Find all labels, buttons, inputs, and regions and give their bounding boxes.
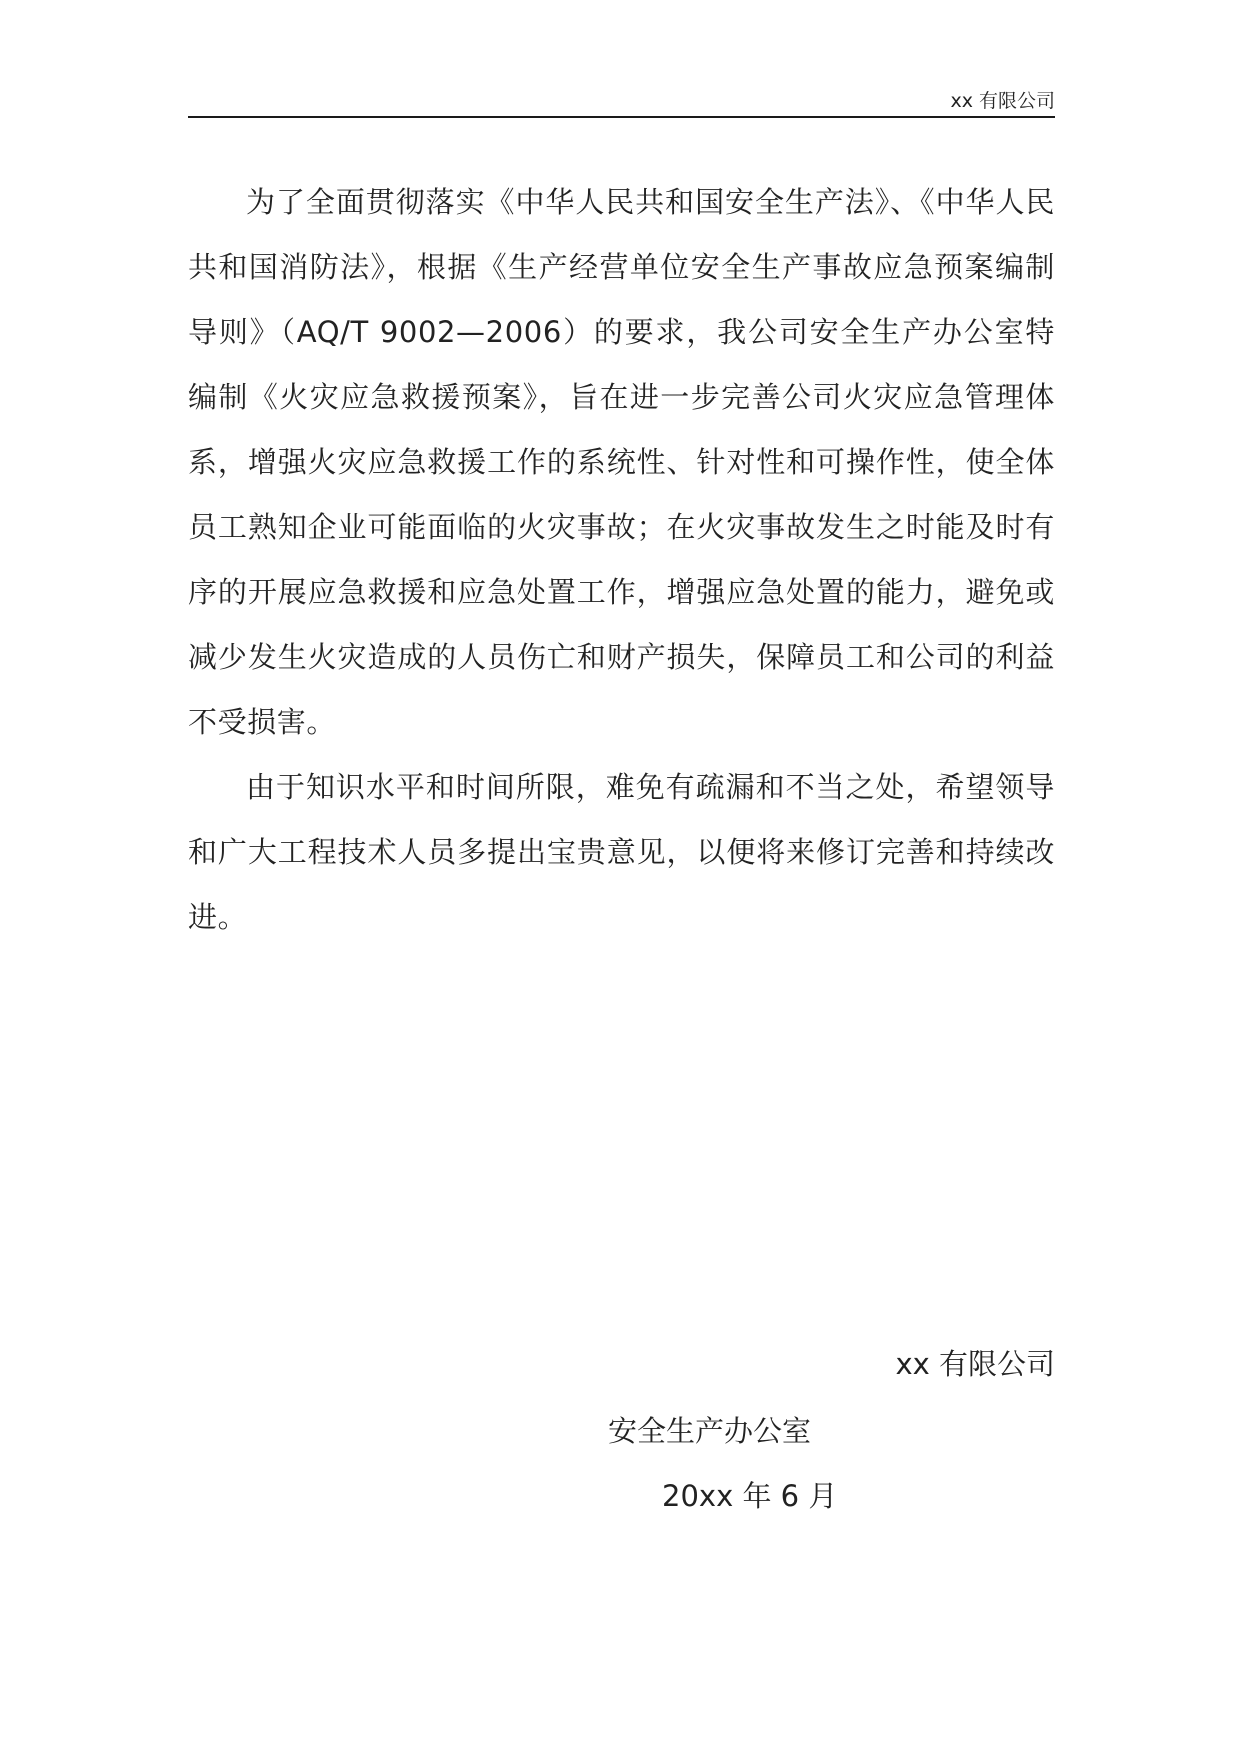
paragraph-purpose: 为了全面贯彻落实《中华人民共和国安全生产法》、《中华人民共和国消防法》，根据《生产经营单位安全生产事故应急预案编制导则》（AQ/T 9002—2006）的要求，我公司安全生产办公室特编制《火灾应急救援预案》，旨在进一步完善公司火灾应急管理体系，增强火灾应急救援工作的系统性、针对性和可操作性，使全体员工熟知企业可能面临的火灾事故；在火灾事故发生之时能及时有序的开展应急救援和应急处置工作，增强应急处置的能力，避免或减少发生火灾造成的人员伤亡和财产损失，保障员工和公司的利益不受损害。 — [188, 185, 1055, 739]
signature-date: 20xx 年 6 月 — [662, 1479, 838, 1513]
paragraph-feedback: 由于知识水平和时间所限，难免有疏漏和不当之处，希望领导和广大工程技术人员多提出宝贵意见，以便将来修订完善和持续改进。 — [188, 770, 1055, 934]
signature-company: xx 有限公司 — [895, 1347, 1055, 1381]
signature-office: 安全生产办公室 — [608, 1414, 812, 1448]
header-company-name: xx 有限公司 — [950, 90, 1055, 112]
page-header — [188, 84, 1055, 118]
document-body — [188, 170, 1055, 950]
